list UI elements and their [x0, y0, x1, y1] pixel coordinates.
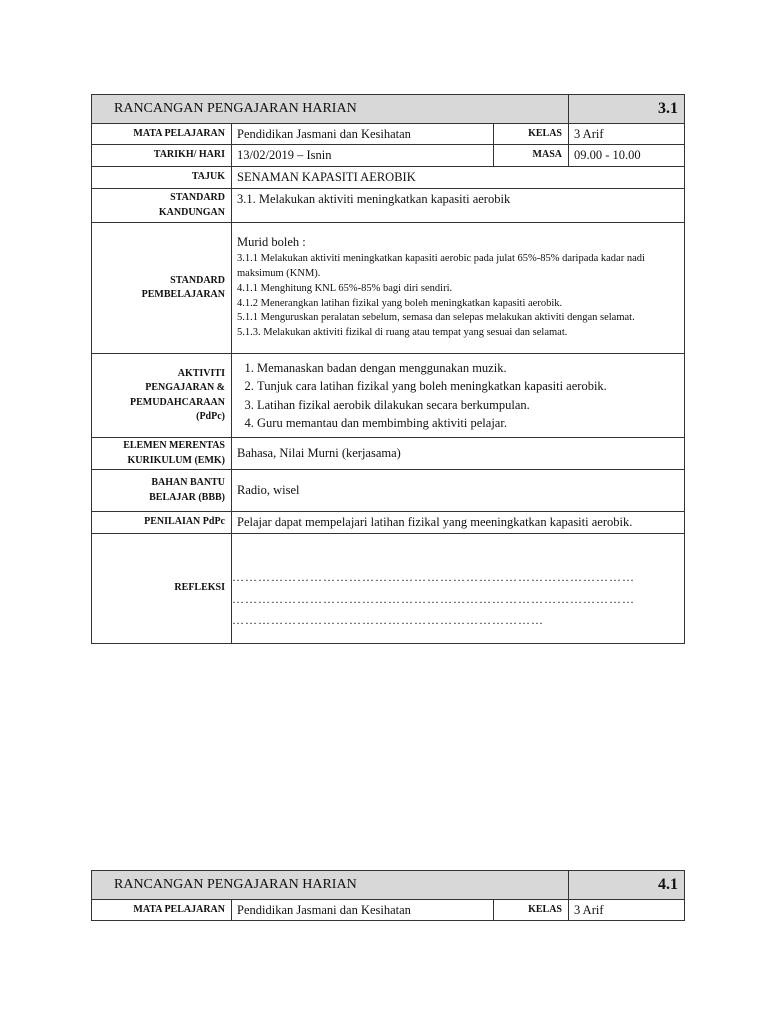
- row-penilaian: [92, 512, 685, 534]
- row-mata-pelajaran: [92, 124, 685, 145]
- row-aktiviti: [92, 354, 685, 438]
- mata-pelajaran-value: Pendidikan Jasmani dan Kesihatan: [232, 900, 494, 921]
- plan-code: 3.1: [569, 95, 685, 124]
- refleksi-value: [232, 534, 685, 644]
- standard-kandungan-value: 3.1. Melakukan aktiviti meningkatkan kapasiti aerobik: [232, 189, 685, 223]
- aktiviti-item: 3. Latihan fizikal aerobik dilakukan secara berkumpulan.: [257, 396, 684, 414]
- aktiviti-value: [232, 354, 685, 438]
- tajuk-label: TAJUK: [92, 167, 232, 189]
- refleksi-label: REFLEKSI: [92, 534, 232, 644]
- standard-pembelajaran-value: [232, 223, 685, 354]
- plan-title: RANCANGAN PENGAJARAN HARIAN: [92, 871, 569, 900]
- plan-code: 4.1: [569, 871, 685, 900]
- row-mata-pelajaran: [92, 900, 685, 921]
- sp-item: 3.1.1 Melakukan aktiviti meningkatkan kapasiti aerobic pada julat 65%-85% daripada kadar nadi maksimum (KNM).: [237, 253, 645, 280]
- mata-pelajaran-value: Pendidikan Jasmani dan Kesihatan: [232, 124, 494, 145]
- refleksi-line: …………………………………………………………………………………: [232, 570, 635, 585]
- row-tajuk: [92, 167, 685, 189]
- tajuk-value: SENAMAN KAPASITI AEROBIK: [232, 167, 685, 189]
- emk-label: ELEMEN MERENTAS KURIKULUM (EMK): [92, 438, 232, 470]
- aktiviti-item: 1. Memanaskan badan dengan menggunakan muzik.: [257, 359, 684, 377]
- sp-item: 5.1.1 Menguruskan peralatan sebelum, semasa dan selepas melakukan aktiviti dengan selamat.: [237, 312, 635, 324]
- mata-pelajaran-label: MATA PELAJARAN: [92, 900, 232, 921]
- emk-value: Bahasa, Nilai Murni (kerjasama): [232, 438, 685, 470]
- mata-pelajaran-label: MATA PELAJARAN: [92, 124, 232, 145]
- aktiviti-item: 2. Tunjuk cara latihan fizikal yang boleh meningkatkan kapasiti aerobik.: [257, 377, 684, 395]
- aktiviti-item: 4. Guru memantau dan membimbing aktiviti pelajar.: [257, 414, 684, 432]
- plan-header: [92, 871, 685, 900]
- kelas-label: KELAS: [494, 124, 569, 145]
- lesson-plan-table-2: [91, 870, 685, 921]
- row-standard-kandungan: [92, 189, 685, 223]
- penilaian-label: PENILAIAN PdPc: [92, 512, 232, 534]
- bbb-label: BAHAN BANTU BELAJAR (BBB): [92, 470, 232, 512]
- kelas-value: 3 Arif: [569, 124, 685, 145]
- sp-item: 4.1.1 Menghitung KNL 65%-85% bagi diri sendiri.: [237, 282, 453, 294]
- tarikh-label: TARIKH/ HARI: [92, 145, 232, 167]
- kelas-value: 3 Arif: [569, 900, 685, 921]
- standard-pembelajaran-label: STANDARD PEMBELAJARAN: [92, 223, 232, 354]
- tarikh-value: 13/02/2019 – Isnin: [232, 145, 494, 167]
- masa-value: 09.00 - 10.00: [569, 145, 685, 167]
- row-standard-pembelajaran: [92, 223, 685, 354]
- bbb-value: Radio, wisel: [232, 470, 685, 512]
- sp-intro: Murid boleh :: [237, 235, 306, 250]
- kelas-label: KELAS: [494, 900, 569, 921]
- row-refleksi: [92, 534, 685, 644]
- masa-label: MASA: [494, 145, 569, 167]
- aktiviti-list: [237, 359, 684, 432]
- plan-title: RANCANGAN PENGAJARAN HARIAN: [92, 95, 569, 124]
- row-bbb: [92, 470, 685, 512]
- sp-item: 4.1.2 Menerangkan latihan fizikal yang boleh meningkatkan kapasiti aerobik.: [237, 297, 563, 309]
- aktiviti-label: AKTIVITI PENGAJARAN & PEMUDAHCARAAN (PdPc): [92, 354, 232, 438]
- standard-kandungan-label: STANDARD KANDUNGAN: [92, 189, 232, 223]
- refleksi-line: …………………………………………………………………………………: [232, 591, 635, 606]
- row-emk: [92, 438, 685, 470]
- row-tarikh: [92, 145, 685, 167]
- plan-header: [92, 95, 685, 124]
- penilaian-value: Pelajar dapat mempelajari latihan fizikal yang meeningkatkan kapasiti aerobik.: [232, 512, 685, 534]
- sp-item: 5.1.3. Melakukan aktiviti fizikal di ruang atau tempat yang sesuai dan selamat.: [237, 326, 568, 338]
- refleksi-line: ………………………………………………………………: [232, 613, 544, 628]
- lesson-plan-table-1: [91, 94, 685, 644]
